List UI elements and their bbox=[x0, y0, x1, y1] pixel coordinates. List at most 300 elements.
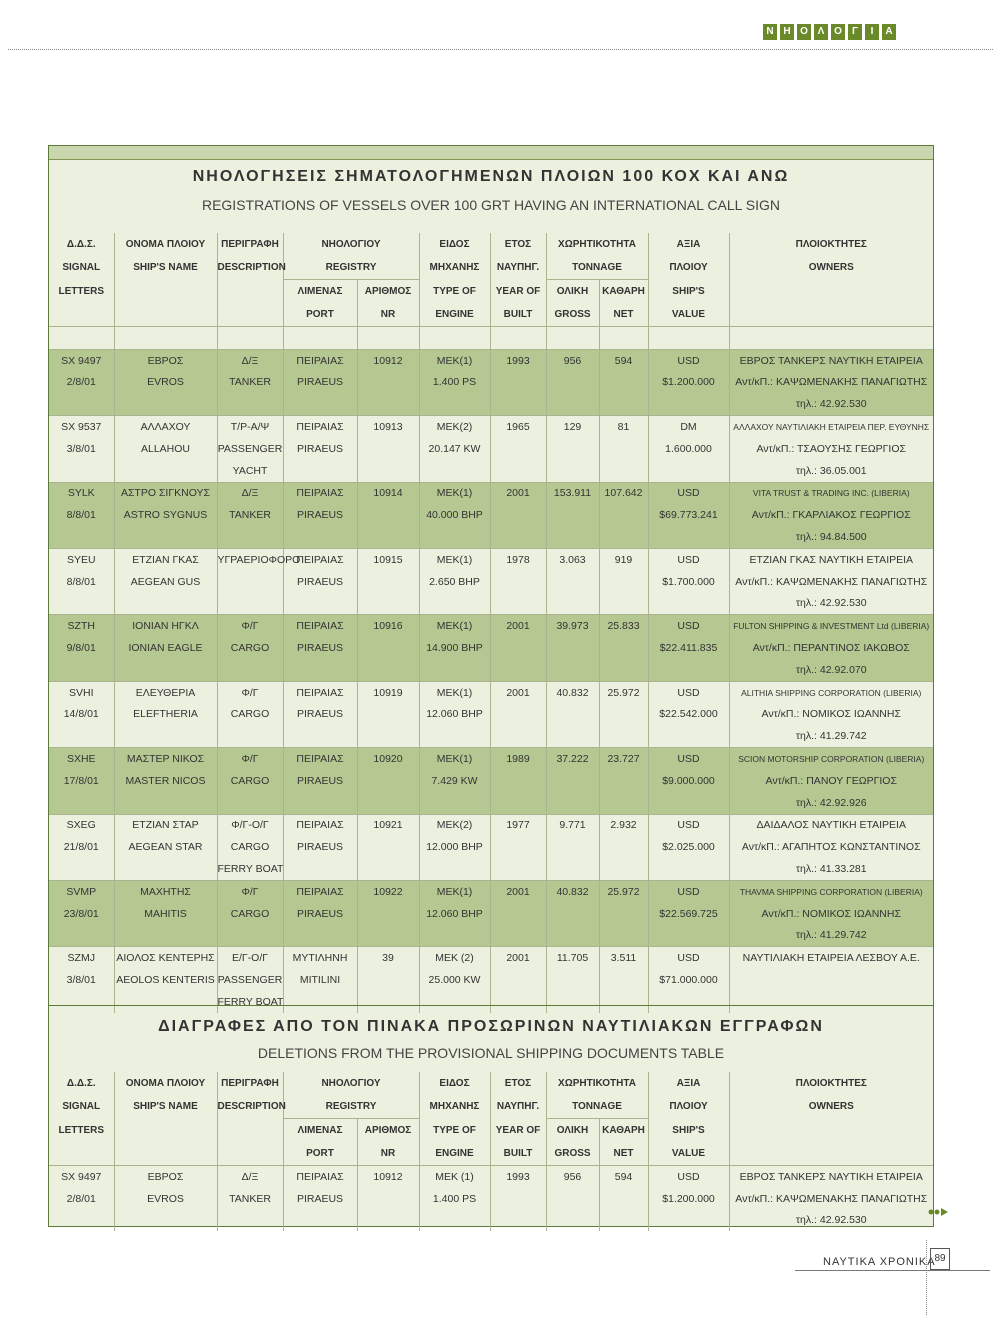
owner-cell: Αντ/κΠ.: ΠΕΡΑΝΤΙΝΟΣ ΙΑΚΩΒΟΣ bbox=[729, 637, 933, 659]
table-cell bbox=[546, 659, 599, 681]
brand-header bbox=[763, 24, 896, 40]
table-cell: YACHT bbox=[217, 460, 283, 482]
table-cell: ΜΕΚ(2) bbox=[419, 416, 490, 438]
table-cell bbox=[546, 372, 599, 394]
header-gross: ΟΛΙΚΗ bbox=[546, 1119, 599, 1143]
table-cell bbox=[357, 460, 419, 482]
owner-cell: ΕΒΡΟΣ ΤΑΝΚΕΡΣ ΝΑΥΤΙΚΗ ΕΤΑΙΡΕΙΑ bbox=[729, 1166, 933, 1188]
table-cell: 1989 bbox=[490, 748, 546, 770]
header-registry: ΝΗΟΛΟΓΙΟΥ bbox=[283, 1072, 419, 1095]
table-cell bbox=[599, 969, 648, 991]
header-tonnage: TONNAGE bbox=[546, 1095, 648, 1119]
top-divider bbox=[8, 49, 993, 50]
table-cell bbox=[419, 393, 490, 415]
table-cell: USD bbox=[648, 880, 729, 902]
table-cell: 2/8/01 bbox=[49, 372, 114, 394]
table-cell: $71.000.000 bbox=[648, 969, 729, 991]
table-cell bbox=[114, 925, 217, 947]
header-year: YEAR OF bbox=[490, 280, 546, 304]
table-cell bbox=[546, 593, 599, 615]
table-cell bbox=[490, 725, 546, 747]
table-row bbox=[49, 969, 933, 991]
table-cell bbox=[419, 991, 490, 1013]
section1-title-english: REGISTRATIONS OF VESSELS OVER 100 GRT HAVING AN INTERNATIONAL CALL SIGN bbox=[201, 197, 781, 213]
table-row bbox=[49, 659, 933, 681]
header-value: ΑΞΙΑ bbox=[648, 1072, 729, 1095]
table-cell bbox=[599, 460, 648, 482]
header-signal: Δ.Δ.Σ. bbox=[66, 1078, 96, 1089]
table-cell: 20.147 KW bbox=[419, 438, 490, 460]
table-cell: Φ/Γ bbox=[217, 681, 283, 703]
table-row bbox=[49, 615, 933, 637]
table-cell: ΜΕΚ(1) bbox=[419, 748, 490, 770]
header-value: ΠΛΟΙΟΥ bbox=[648, 256, 729, 280]
header-signal: LETTERS bbox=[58, 1124, 105, 1136]
table-cell: 2001 bbox=[490, 681, 546, 703]
table-cell bbox=[648, 925, 729, 947]
table-cell: 21/8/01 bbox=[63, 841, 99, 854]
header-engine: TYPE OF bbox=[419, 280, 490, 304]
table-cell: 12.000 BHP bbox=[419, 836, 490, 858]
table-cell: 956 bbox=[546, 349, 599, 371]
owner-cell: τηλ.: 36.05.001 bbox=[729, 460, 933, 482]
table-cell bbox=[599, 393, 648, 415]
table-cell: ΠΕΙΡΑΙΑΣ bbox=[283, 615, 357, 637]
table-cell bbox=[599, 438, 648, 460]
magazine-name: ΝΑΥΤΙΚΑ ΧΡΟΝΙΚΑ bbox=[823, 1256, 936, 1268]
table-row bbox=[49, 1188, 933, 1210]
header-tonnage: TONNAGE bbox=[546, 256, 648, 280]
table-row bbox=[49, 504, 933, 526]
table-cell: 956 bbox=[546, 1166, 599, 1188]
table-cell bbox=[546, 460, 599, 482]
header-year: BUILT bbox=[490, 303, 546, 327]
table-cell: PIRAEUS bbox=[283, 770, 357, 792]
page-number: 89 bbox=[930, 1248, 950, 1270]
brand-letter: Ι bbox=[865, 24, 879, 40]
header-description: DESCRIPTION bbox=[217, 1095, 283, 1119]
header-year: ΕΤΟΣ bbox=[490, 1072, 546, 1095]
table-cell bbox=[357, 438, 419, 460]
table-cell bbox=[217, 593, 283, 615]
frame-top-bar bbox=[49, 146, 933, 160]
table-cell bbox=[49, 792, 114, 814]
table-cell bbox=[490, 925, 546, 947]
header-value: SHIP'S bbox=[648, 1119, 729, 1143]
table-cell: 1993 bbox=[490, 349, 546, 371]
table-cell bbox=[599, 659, 648, 681]
table-cell: Δ/Ξ bbox=[217, 1166, 283, 1188]
table-cell: SVMP bbox=[49, 880, 114, 902]
table-cell bbox=[49, 1210, 114, 1232]
table-cell bbox=[49, 659, 114, 681]
header-port: ΛΙΜΕΝΑΣ bbox=[283, 280, 357, 304]
table-cell bbox=[490, 836, 546, 858]
table-cell bbox=[217, 1210, 283, 1232]
brand-letter: Ο bbox=[831, 24, 845, 40]
table-cell: 2001 bbox=[490, 880, 546, 902]
table-cell bbox=[357, 1188, 419, 1210]
brand-letter: Γ bbox=[848, 24, 862, 40]
table-cell: ΠΕΙΡΑΙΑΣ bbox=[283, 880, 357, 902]
table-cell bbox=[283, 659, 357, 681]
table-cell bbox=[599, 372, 648, 394]
section2-title-greek: ΔΙΑΓΡΑΦΕΣ ΑΠΟ ΤΟΝ ΠΙΝΑΚΑ ΠΡΟΣΩΡΙΝΩΝ ΝΑΥΤΙΛΙΑΚΩΝ ΕΓΓΡΑΦΩΝ bbox=[158, 1018, 824, 1035]
owner-cell: ΝΑΥΤΙΛΙΑΚΗ ΕΤΑΙΡΕΙΑ ΛΕΣΒΟΥ Α.Ε. bbox=[729, 947, 933, 969]
table-cell: Φ/Γ bbox=[217, 615, 283, 637]
header-number: NR bbox=[357, 303, 419, 327]
table-cell: MITILINI bbox=[283, 969, 357, 991]
table-cell bbox=[546, 637, 599, 659]
table-cell bbox=[490, 770, 546, 792]
table-cell: ΜΥΤΙΛΗΝΗ bbox=[283, 947, 357, 969]
brand-letter: Λ bbox=[814, 24, 828, 40]
table-row bbox=[49, 372, 933, 394]
table-row bbox=[49, 814, 933, 836]
table-cell bbox=[419, 858, 490, 880]
table-row bbox=[49, 548, 933, 570]
owner-cell: τηλ.: 41.29.742 bbox=[729, 925, 933, 947]
table-cell bbox=[546, 1188, 599, 1210]
table-cell bbox=[49, 991, 114, 1013]
header-ship-name: SHIP'S NAME bbox=[114, 256, 217, 280]
table-cell bbox=[419, 1210, 490, 1232]
table-cell: PIRAEUS bbox=[283, 836, 357, 858]
table-cell bbox=[357, 372, 419, 394]
table-cell bbox=[490, 460, 546, 482]
table-cell bbox=[648, 659, 729, 681]
table-cell bbox=[357, 858, 419, 880]
table-row bbox=[49, 858, 933, 880]
table-row bbox=[49, 460, 933, 482]
header-engine: ΕΙΔΟΣ bbox=[419, 233, 490, 256]
registrations-table bbox=[49, 233, 933, 1013]
table-row bbox=[49, 770, 933, 792]
owner-cell: Αντ/κΠ.: ΚΑΨΩΜΕΝΑΚΗΣ ΠΑΝΑΓΙΩΤΗΣ bbox=[729, 571, 933, 593]
table-cell: PIRAEUS bbox=[283, 704, 357, 726]
table-cell: 10913 bbox=[357, 416, 419, 438]
owner-cell: Αντ/κΠ.: ΑΓΑΠΗΤΟΣ ΚΩΝΣΤΑΝΤΙΝΟΣ bbox=[729, 836, 933, 858]
header-year: ΕΤΟΣ bbox=[490, 233, 546, 256]
table-row bbox=[49, 725, 933, 747]
table-cell: 9.771 bbox=[546, 814, 599, 836]
table-cell bbox=[357, 393, 419, 415]
table-cell: 17/8/01 bbox=[49, 770, 114, 792]
table-cell bbox=[546, 836, 599, 858]
table-cell bbox=[419, 659, 490, 681]
header-port: PORT bbox=[283, 1142, 357, 1166]
table-cell: CARGO bbox=[217, 903, 283, 925]
header-signal: Δ.Δ.Σ. bbox=[66, 239, 96, 250]
table-cell: PIRAEUS bbox=[283, 438, 357, 460]
header-gross: ΟΛΙΚΗ bbox=[546, 280, 599, 304]
header-ship-name: SHIP'S NAME bbox=[114, 1095, 217, 1119]
table-cell bbox=[283, 1210, 357, 1232]
owner-cell: τηλ.: 42.92.926 bbox=[729, 792, 933, 814]
table-cell: Φ/Γ bbox=[217, 880, 283, 902]
owner-cell: ALITHIA SHIPPING CORPORATION (LIBERIA) bbox=[729, 681, 933, 703]
table-cell bbox=[546, 770, 599, 792]
table-cell bbox=[490, 372, 546, 394]
table-cell: SX 9497 bbox=[49, 349, 114, 371]
table-cell: 3.063 bbox=[546, 548, 599, 570]
table-cell bbox=[419, 925, 490, 947]
table-cell bbox=[114, 792, 217, 814]
table-cell: 10916 bbox=[357, 615, 419, 637]
table-cell bbox=[357, 925, 419, 947]
table-cell bbox=[490, 792, 546, 814]
table-cell bbox=[490, 438, 546, 460]
table-row bbox=[49, 393, 933, 415]
footer-dotted-line bbox=[926, 1240, 927, 1315]
header-value: VALUE bbox=[648, 303, 729, 327]
table-row bbox=[49, 792, 933, 814]
table-cell bbox=[546, 969, 599, 991]
header-net: ΚΑΘΑΡΗ bbox=[599, 1119, 648, 1143]
table-cell bbox=[599, 593, 648, 615]
table-row bbox=[49, 593, 933, 615]
table-cell bbox=[114, 526, 217, 548]
table-cell: 9/8/01 bbox=[49, 637, 114, 659]
table-cell: 1993 bbox=[490, 1166, 546, 1188]
table-cell: $9.000.000 bbox=[648, 770, 729, 792]
table-cell bbox=[357, 571, 419, 593]
table-cell bbox=[546, 438, 599, 460]
table-cell: ELEFTHERIA bbox=[114, 704, 217, 726]
table-cell: Δ/Ξ bbox=[217, 482, 283, 504]
header-ship-name: ΟΝΟΜΑ ΠΛΟΙΟΥ bbox=[114, 1072, 217, 1095]
table-cell: USD bbox=[648, 482, 729, 504]
owner-cell: Αντ/κΠ.: ΤΣΑΟΥΣΗΣ ΓΕΩΡΓΙΟΣ bbox=[729, 438, 933, 460]
table-cell bbox=[49, 526, 114, 548]
table-cell bbox=[357, 725, 419, 747]
table-cell: 12.060 BHP bbox=[419, 704, 490, 726]
registry-table-frame bbox=[48, 145, 934, 1227]
table-cell bbox=[49, 725, 114, 747]
table-cell: CARGO bbox=[217, 704, 283, 726]
owner-cell: ΑΛΛΑΧΟΥ ΝΑΥΤΙΛΙΑΚΗ ΕΤΑΙΡΕΙΑ ΠΕΡ. ΕΥΘΥΝΗΣ bbox=[729, 416, 933, 438]
table-cell: PIRAEUS bbox=[283, 372, 357, 394]
header-gross: GROSS bbox=[546, 303, 599, 327]
table-cell bbox=[357, 836, 419, 858]
table-cell: ΠΕΙΡΑΙΑΣ bbox=[283, 482, 357, 504]
table-cell: ALLAHOU bbox=[114, 438, 217, 460]
header-net: NET bbox=[599, 303, 648, 327]
table-cell bbox=[490, 704, 546, 726]
table-cell bbox=[283, 725, 357, 747]
table-cell bbox=[114, 858, 217, 880]
table-cell: EVROS bbox=[114, 1188, 217, 1210]
owner-cell: τηλ.: 42.92.530 bbox=[729, 593, 933, 615]
table-cell: USD bbox=[648, 947, 729, 969]
table-cell bbox=[114, 393, 217, 415]
table-cell bbox=[599, 1210, 648, 1232]
table-cell: 10922 bbox=[357, 880, 419, 902]
table-cell bbox=[283, 393, 357, 415]
table-cell bbox=[648, 725, 729, 747]
table-cell: 2/8/01 bbox=[66, 1192, 96, 1205]
table-cell bbox=[114, 991, 217, 1013]
table-cell bbox=[546, 925, 599, 947]
table-cell: ΜΕΚ (1) bbox=[419, 1166, 490, 1188]
table-cell bbox=[648, 792, 729, 814]
table-row bbox=[49, 836, 933, 858]
table-cell bbox=[490, 969, 546, 991]
header-owners: ΠΛΟΙΟΚΤΗΤΕΣ bbox=[729, 233, 933, 256]
table-cell: ΜΕΚ(1) bbox=[419, 880, 490, 902]
table-cell bbox=[648, 858, 729, 880]
table-cell: PIRAEUS bbox=[283, 903, 357, 925]
table-cell bbox=[419, 526, 490, 548]
owner-cell: τηλ.: 42.92.070 bbox=[729, 659, 933, 681]
table-cell: ΜΕΚ(2) bbox=[419, 814, 490, 836]
section1-title-greek: ΝΗΟΛΟΓΗΣΕΙΣ ΣΗΜΑΤΟΛΟΓΗΜΕΝΩΝ ΠΛΟΙΩΝ 100 ΚΟΧ ΚΑΙ ΑΝΩ bbox=[192, 168, 790, 185]
table-row bbox=[49, 349, 933, 371]
table-cell: Τ/Ρ-Α/Ψ bbox=[217, 416, 283, 438]
table-cell bbox=[599, 504, 648, 526]
table-cell bbox=[357, 593, 419, 615]
table-cell: 594 bbox=[599, 349, 648, 371]
header-year: ΝΑΥΠΗΓ. bbox=[490, 256, 546, 280]
table-cell bbox=[599, 903, 648, 925]
table-row bbox=[49, 925, 933, 947]
header-gross: GROSS bbox=[546, 1142, 599, 1166]
deletions-body bbox=[49, 1166, 933, 1232]
table-cell: 10915 bbox=[357, 548, 419, 570]
table-cell bbox=[546, 991, 599, 1013]
header-value: VALUE bbox=[648, 1142, 729, 1166]
table-cell: SXHE bbox=[49, 748, 114, 770]
table-cell: MASTER NICOS bbox=[114, 770, 217, 792]
table-cell bbox=[114, 659, 217, 681]
table-cell: 919 bbox=[599, 548, 648, 570]
table-cell: 7.429 KW bbox=[419, 770, 490, 792]
table-cell: $1.200.000 bbox=[648, 1188, 729, 1210]
header-year: YEAR OF bbox=[490, 1119, 546, 1143]
table-cell bbox=[283, 858, 357, 880]
table-cell: DM bbox=[648, 416, 729, 438]
table-cell: ΜΕΚ(1) bbox=[419, 615, 490, 637]
table-cell bbox=[648, 991, 729, 1013]
table-cell: ΑΛΛΑΧΟΥ bbox=[114, 416, 217, 438]
table-cell: EVROS bbox=[114, 372, 217, 394]
table-cell: ΥΓΡΑΕΡΙΟΦΟΡΟ bbox=[217, 548, 283, 570]
table-cell: SZMJ bbox=[49, 947, 114, 969]
owner-cell: Αντ/κΠ.: ΚΑΨΩΜΕΝΑΚΗΣ ΠΑΝΑΓΙΩΤΗΣ bbox=[729, 372, 933, 394]
table-cell bbox=[648, 393, 729, 415]
table-cell: AEGEAN GUS bbox=[114, 571, 217, 593]
table-cell: SVHI bbox=[49, 681, 114, 703]
table-cell bbox=[546, 393, 599, 415]
table-row bbox=[49, 903, 933, 925]
table-cell: 10920 bbox=[357, 748, 419, 770]
table-cell: ΠΕΙΡΑΙΑΣ bbox=[283, 548, 357, 570]
table-cell bbox=[490, 903, 546, 925]
table-cell bbox=[217, 659, 283, 681]
table-cell: 1.400 PS bbox=[419, 1188, 490, 1210]
table-cell: SZTH bbox=[49, 615, 114, 637]
table-cell: USD bbox=[648, 548, 729, 570]
table-cell bbox=[114, 1210, 217, 1232]
header-engine: ENGINE bbox=[419, 303, 490, 327]
table-cell: 37.222 bbox=[546, 748, 599, 770]
table-cell bbox=[357, 504, 419, 526]
owner-cell: THAVMA SHIPPING CORPORATION (LIBERIA) bbox=[729, 880, 933, 902]
table-cell: 10914 bbox=[357, 482, 419, 504]
table-cell: 11.705 bbox=[546, 947, 599, 969]
header-engine: TYPE OF bbox=[419, 1119, 490, 1143]
table-cell bbox=[490, 637, 546, 659]
table-cell: ΜΕΚ (2) bbox=[419, 947, 490, 969]
table-cell: ΠΕΙΡΑΙΑΣ bbox=[283, 814, 357, 836]
table-cell: TANKER bbox=[217, 1188, 283, 1210]
header-owners: OWNERS bbox=[729, 1095, 933, 1119]
table-cell: ΕΒΡΟΣ bbox=[114, 349, 217, 371]
table-cell bbox=[357, 792, 419, 814]
table-cell: Ε/Γ-Ο/Γ bbox=[217, 947, 283, 969]
table-cell: 23.727 bbox=[599, 748, 648, 770]
table-cell: $22.542.000 bbox=[648, 704, 729, 726]
header-port: PORT bbox=[283, 303, 357, 327]
header-tonnage: ΧΩΡΗΤΙΚΟΤΗΤΑ bbox=[546, 233, 648, 256]
table-row bbox=[49, 637, 933, 659]
table-cell: ΠΕΙΡΑΙΑΣ bbox=[283, 1166, 357, 1188]
table-cell: 25.833 bbox=[599, 615, 648, 637]
table-cell bbox=[49, 460, 114, 482]
header-net: ΚΑΘΑΡΗ bbox=[599, 280, 648, 304]
table-cell bbox=[648, 526, 729, 548]
table-cell: $22.569.725 bbox=[648, 903, 729, 925]
table-cell: PIRAEUS bbox=[283, 1188, 357, 1210]
table-cell bbox=[357, 969, 419, 991]
table-cell bbox=[49, 593, 114, 615]
table-cell: $1.200.000 bbox=[648, 372, 729, 394]
owner-cell: VITA TRUST & TRADING INC. (LIBERIA) bbox=[729, 482, 933, 504]
table-cell bbox=[114, 725, 217, 747]
table-cell: Φ/Γ bbox=[217, 748, 283, 770]
table-cell: 12.060 BHP bbox=[419, 903, 490, 925]
table-cell: 3/8/01 bbox=[66, 974, 96, 986]
header-number: NR bbox=[357, 1142, 419, 1166]
table-cell: 10921 bbox=[357, 814, 419, 836]
footer-rule bbox=[795, 1270, 990, 1271]
table-cell: FERRY BOAT bbox=[217, 858, 283, 880]
table-cell bbox=[357, 1210, 419, 1232]
header-ship-name: ΟΝΟΜΑ ΠΛΟΙΟΥ bbox=[114, 233, 217, 256]
table-cell bbox=[490, 1210, 546, 1232]
owner-cell: Αντ/κΠ.: ΓΚΑΡΛΙΑΚΟΣ ΓΕΩΡΓΙΟΣ bbox=[729, 504, 933, 526]
table-cell bbox=[283, 792, 357, 814]
owner-cell: τηλ.: 94.84.500 bbox=[729, 526, 933, 548]
table-cell bbox=[357, 637, 419, 659]
table-cell bbox=[599, 792, 648, 814]
table-cell bbox=[217, 792, 283, 814]
header-engine: ΜΗΧΑΝΗΣ bbox=[419, 1095, 490, 1119]
table-cell bbox=[490, 393, 546, 415]
table-cell bbox=[546, 792, 599, 814]
table-cell: 10919 bbox=[357, 681, 419, 703]
table-row bbox=[49, 482, 933, 504]
table-cell bbox=[599, 770, 648, 792]
table-cell: 1978 bbox=[490, 548, 546, 570]
table-cell: ΙΟΝΙΑΝ ΗΓΚΛ bbox=[114, 615, 217, 637]
table-cell bbox=[599, 925, 648, 947]
table-cell: 1.600.000 bbox=[648, 438, 729, 460]
table-cell bbox=[490, 526, 546, 548]
deletions-table bbox=[49, 1072, 933, 1231]
header-engine: ΕΙΔΟΣ bbox=[419, 1072, 490, 1095]
table-cell: 107.642 bbox=[599, 482, 648, 504]
